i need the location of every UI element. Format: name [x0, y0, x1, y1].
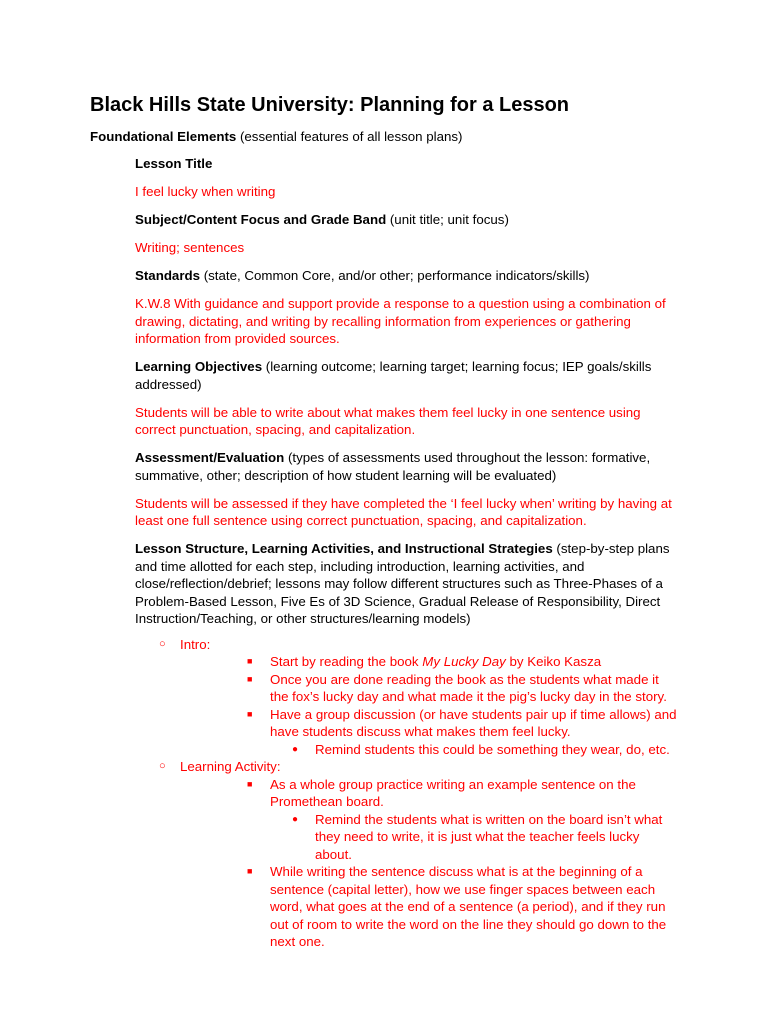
square-bullet-icon: ■	[247, 778, 253, 789]
filled-circle-bullet-icon: ●	[292, 743, 299, 755]
assessment-value: Students will be assessed if they have completed the ‘I feel lucky when’ writing by having at least one full sentence using correct punctuation, spacing, and capitalization.	[135, 495, 672, 528]
structure-label: Lesson Structure, Learning Activities, and Instructional Strategies	[135, 541, 553, 556]
standards-note: (state, Common Core, and/or other; performance indicators/skills)	[200, 268, 590, 283]
lesson-title-value: I feel lucky when writing	[135, 184, 276, 199]
subject-heading	[135, 211, 680, 229]
list-item-intro	[135, 636, 680, 759]
assessment-label: Assessment/Evaluation	[135, 450, 285, 465]
intro-item-2: Once you are done reading the book as the students what made it the fox’s lucky day and what made it the pig’s lucky day in the story.	[270, 671, 667, 704]
square-bullet-icon: ■	[247, 673, 253, 684]
list-item	[226, 706, 680, 759]
foundational-elements-heading	[90, 128, 462, 146]
filled-circle-bullet-icon: ●	[292, 813, 299, 825]
activity-item-2: While writing the sentence discuss what is at the beginning of a sentence (capital letter), how we use finger spaces between each word, what goes at the end of a sentence (a period), and if they run out of room to write the word on the line they should go down to the next one.	[270, 864, 667, 949]
standards-value: K.W.8 With guidance and support provide a response to a question using a combination of drawing, dictating, and writing by recalling information from experiences or gathering information from provided sources.	[135, 296, 666, 346]
list-item	[226, 776, 680, 864]
list-item	[226, 863, 680, 951]
square-bullet-icon: ■	[247, 656, 253, 666]
structure-heading	[135, 540, 680, 628]
standards-heading	[135, 267, 680, 285]
list-item-learning-activity	[135, 758, 680, 951]
intro-item-1-post: by Keiko Kasza	[505, 654, 602, 669]
hollow-circle-bullet-icon: ○	[159, 637, 166, 650]
list-item	[292, 811, 680, 864]
lesson-title-heading	[135, 155, 680, 173]
objectives-label: Learning Objectives	[135, 359, 263, 374]
assessment-note: (types of assessments used throughout the lesson: formative, summative, other; description of how student learning will be evaluated)	[135, 450, 651, 483]
subject-value: Writing; sentences	[135, 240, 245, 255]
assessment-heading	[135, 449, 680, 484]
activity-item-1: As a whole group practice writing an example sentence on the Promethean board.	[270, 776, 636, 809]
intro-label: Intro:	[180, 636, 211, 652]
activity-label: Learning Activity:	[180, 759, 281, 774]
intro-item-3: Have a group discussion (or have students pair up if time allows) and have students discuss what makes them feel lucky.	[270, 706, 677, 739]
objectives-value: Students will be able to write about what makes them feel lucky in one sentence using correct punctuation, spacing, and capitalization.	[135, 404, 641, 437]
square-bullet-icon: ■	[247, 708, 253, 719]
hollow-circle-bullet-icon: ○	[159, 760, 166, 772]
subject-note: (unit title; unit focus)	[386, 212, 509, 227]
list-item	[292, 741, 680, 759]
lesson-structure-list	[0, 636, 680, 951]
lesson-plan-body	[135, 155, 680, 951]
standards-label: Standards	[135, 268, 201, 283]
subject-label: Subject/Content Focus and Grade Band	[135, 212, 387, 227]
objectives-heading	[135, 358, 680, 393]
foundational-label: Foundational Elements	[90, 129, 237, 144]
structure-note: (step-by-step plans and time allotted for each step, including introduction, learning activities, and close/reflection/debrief; lessons may follow different structures such as Three-Phases of a Problem-Based Lesson, Five Es of 3D Science, Gradual Release of Responsibility, Direct Instruction/Teaching, or other structures/learning models)	[135, 541, 670, 626]
lesson-title-label: Lesson Title	[135, 156, 213, 171]
foundational-note: (essential features of all lesson plans)	[236, 129, 463, 144]
square-bullet-icon: ■	[247, 866, 253, 876]
intro-item-1-pre: Start by reading the book	[270, 654, 423, 669]
list-item	[226, 671, 680, 706]
objectives-note: (learning outcome; learning target; learning focus; IEP goals/skills addressed)	[135, 359, 652, 392]
page-title: Black Hills State University: Planning for a Lesson	[90, 94, 570, 116]
list-item	[226, 653, 680, 671]
book-title: My Lucky Day	[422, 654, 506, 669]
intro-item-3-sub: Remind students this could be something they wear, do, etc.	[315, 741, 670, 757]
activity-item-1-sub: Remind the students what is written on the board isn’t what they need to write, it is just what the teacher feels lucky about.	[315, 811, 663, 862]
